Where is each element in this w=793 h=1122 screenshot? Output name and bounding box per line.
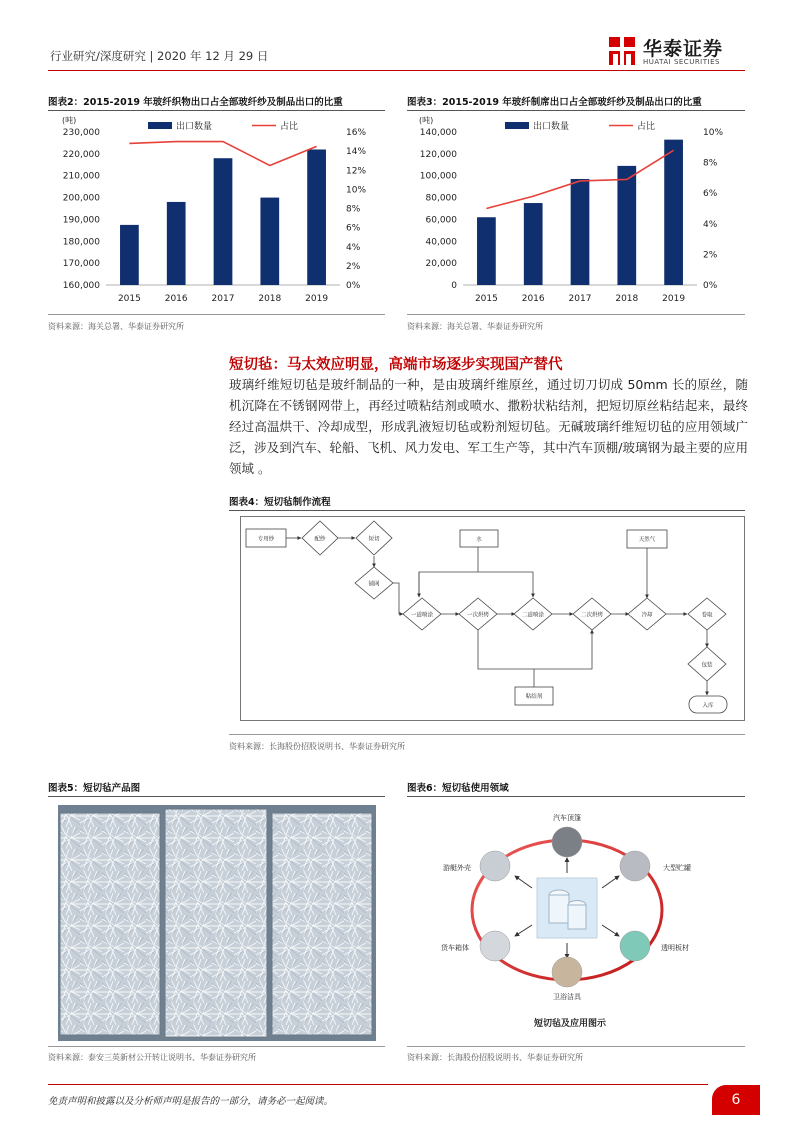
bar-export-volume <box>260 198 279 285</box>
y-tick-label: 190,000 <box>62 215 100 226</box>
figure5-top-rule <box>48 796 385 797</box>
applications-diagram <box>407 800 745 1040</box>
y2-tick-label: 2% <box>703 250 718 261</box>
app-arrow <box>515 876 532 888</box>
x-tick-label: 2019 <box>662 294 686 304</box>
app-arrow <box>602 876 619 888</box>
y2-tick-label: 16% <box>346 128 367 138</box>
chopped-mat-photo <box>58 805 376 1041</box>
x-tick-label: 2017 <box>211 294 235 304</box>
bar-export-volume <box>571 179 590 285</box>
legend-line-label: 占比 <box>280 122 299 132</box>
x-tick-label: 2018 <box>615 294 639 304</box>
app-arrow <box>602 925 619 936</box>
applications-caption: 短切毡及应用图示 <box>533 1019 607 1029</box>
figure4-title: 图表4：短切毡制作流程 <box>229 497 331 508</box>
disclaimer-text: 免责声明和披露以及分析师声明是报告的一部分，请务必一起阅读。 <box>48 1096 334 1107</box>
figure5-title: 图表5：短切毡产品图 <box>48 783 141 794</box>
x-tick-label: 2015 <box>474 294 498 304</box>
section-body: 玻璃纤维短切毡是玻纤制品的一种，是由玻璃纤维原丝，通过切刀切成 50mm 长的原丝，随机沉降在不锈钢网带上，再经过喷粘结剂或喷水、撒粉状粘结剂，把短切原丝粘结起来，最终经过高温烘干、冷却成型，形成乳液短切毡或粉剂短切毡。无碱玻璃纤维短切毡的应用领域广泛，涉及到汽车、轮船、飞机、风力发电、军工生产等，其中汽车顶棚/玻璃钢为最主要的应用领域 。 <box>229 377 748 476</box>
flow-label-spray2: 二道喷涂 <box>521 612 545 619</box>
app-icon-transparent-panel <box>620 931 650 961</box>
y-tick-label: 120,000 <box>419 149 457 160</box>
legend-bar-label: 出口数量 <box>176 122 213 132</box>
figure6-bottom-rule <box>407 1046 745 1047</box>
x-tick-label: 2016 <box>521 294 545 304</box>
flow-label-roll: 卷取 <box>701 612 713 619</box>
app-icon-storage-tank <box>620 851 650 881</box>
flow-label-gas: 天然气 <box>638 537 656 543</box>
page-number: 6 <box>712 1085 760 1115</box>
app-label-bottom: 卫浴洁具 <box>553 993 581 1001</box>
app-icon-car-roof <box>552 827 582 857</box>
chart-unit-label: (吨) <box>419 116 434 125</box>
y2-tick-label: 4% <box>703 219 718 230</box>
bar-export-volume <box>214 158 233 285</box>
figure3-title: 图表3：2015-2019 年玻纤制席出口占全部玻纤纱及制品出口的比重 <box>407 97 702 108</box>
x-tick-label: 2017 <box>568 294 592 304</box>
y2-tick-label: 12% <box>346 166 367 177</box>
y2-tick-label: 6% <box>346 223 361 234</box>
applications-diagram-svg <box>407 800 745 1040</box>
y-tick-label: 170,000 <box>62 259 100 270</box>
flow-label-water: 水 <box>476 537 482 543</box>
flow-label-store: 入库 <box>702 703 714 709</box>
legend-bar-swatch <box>148 122 172 129</box>
app-label-top: 汽车顶篷 <box>553 814 581 822</box>
y-tick-label: 40,000 <box>425 237 457 248</box>
figure6-top-rule <box>407 796 745 797</box>
flow-label-cool: 冷却 <box>641 612 653 619</box>
app-label-left: 货车箱体 <box>441 944 469 952</box>
flow-label-raw: 专用纱 <box>257 536 275 543</box>
section-heading: 短切毡：马太效应明显，高端市场逐步实现国产替代 <box>229 357 563 373</box>
flowchart-frame <box>240 516 745 721</box>
report-type-date: 行业研究/深度研究 | 2020 年 12 月 29 日 <box>50 49 269 63</box>
app-label-top-left: 游艇外壳 <box>443 864 471 872</box>
y2-tick-label: 4% <box>346 242 361 253</box>
mat-texture <box>58 805 376 1041</box>
figure2-bottom-rule <box>48 314 385 315</box>
flow-label-binder: 粘结剂 <box>525 694 543 700</box>
figure3-chart-svg <box>405 111 745 311</box>
y-tick-label: 160,000 <box>62 281 100 291</box>
footer-divider <box>48 1084 708 1085</box>
bar-export-volume <box>307 149 326 285</box>
flow-edge <box>419 572 533 597</box>
y-tick-label: 80,000 <box>425 193 457 204</box>
y2-tick-label: 2% <box>346 261 361 272</box>
flow-label-dry2: 二次烘烤 <box>580 612 604 619</box>
app-label-top-right: 大型贮罐 <box>663 864 691 872</box>
bar-export-volume <box>167 202 186 285</box>
y2-tick-label: 8% <box>346 204 361 215</box>
app-label-right: 透明板材 <box>661 944 689 952</box>
figure4-source: 资料来源：长海股份招股说明书、华泰证券研究所 <box>229 742 405 751</box>
brand-name-cn: 华泰证券 <box>643 38 724 60</box>
flow-label-dry1: 一次烘烤 <box>466 612 490 619</box>
figure2-chart-svg <box>48 111 388 311</box>
legend-bar-label: 出口数量 <box>533 122 570 132</box>
brand-name-en: HUATAI SECURITIES <box>643 58 720 66</box>
figure2-source: 资料来源：海关总署、华泰证券研究所 <box>48 322 184 331</box>
y2-tick-label: 8% <box>703 158 718 169</box>
figure4-top-rule <box>229 510 745 511</box>
app-icon-yacht-hull <box>480 851 510 881</box>
figure3-bottom-rule <box>407 314 745 315</box>
chart-unit-label: (吨) <box>62 116 77 125</box>
figure5-source: 资料来源：泰安三英新材公开转让说明书、华泰证券研究所 <box>48 1053 256 1062</box>
flowchart <box>241 517 746 722</box>
y2-tick-label: 10% <box>703 128 724 138</box>
app-icon-sanitary-ware <box>552 957 582 987</box>
huatai-logo-icon <box>605 34 639 68</box>
y-tick-label: 140,000 <box>419 128 457 138</box>
figure4-bottom-rule <box>229 734 745 735</box>
flow-edge <box>478 630 592 669</box>
legend-line-label: 占比 <box>637 122 656 132</box>
y2-tick-label: 0% <box>346 281 361 291</box>
flow-label-spray1: 一道喷涂 <box>410 612 434 619</box>
y2-tick-label: 0% <box>703 281 718 291</box>
y-tick-label: 230,000 <box>62 128 100 138</box>
header-divider <box>48 70 745 71</box>
y2-tick-label: 6% <box>703 189 718 200</box>
x-tick-label: 2019 <box>305 294 329 304</box>
y2-tick-label: 14% <box>346 147 367 158</box>
y-tick-label: 210,000 <box>62 171 100 182</box>
figure6-source: 资料来源：长海股份招股说明书、华泰证券研究所 <box>407 1053 583 1062</box>
flow-label-lay: 铺网 <box>368 581 380 588</box>
y-tick-label: 60,000 <box>425 215 457 226</box>
bar-export-volume <box>477 217 496 285</box>
y-tick-label: 200,000 <box>62 193 100 204</box>
figure5-bottom-rule <box>48 1046 385 1047</box>
y-tick-label: 220,000 <box>62 149 100 160</box>
figure3-source: 资料来源：海关总署、华泰证券研究所 <box>407 322 543 331</box>
x-tick-label: 2016 <box>164 294 188 304</box>
app-icon-truck-box <box>480 931 510 961</box>
y-tick-label: 0 <box>451 281 457 291</box>
page-header <box>48 34 745 70</box>
figure6-title: 图表6：短切毡使用领域 <box>407 783 509 794</box>
bar-export-volume <box>617 166 636 285</box>
y2-tick-label: 10% <box>346 185 367 196</box>
flow-label-mix: 配纱 <box>314 536 326 543</box>
y-tick-label: 180,000 <box>62 237 100 248</box>
x-tick-label: 2015 <box>117 294 141 304</box>
huatai-logo <box>605 34 745 68</box>
legend-bar-swatch <box>505 122 529 129</box>
bar-export-volume <box>524 203 543 285</box>
y-tick-label: 20,000 <box>425 259 457 270</box>
bar-export-volume <box>120 225 139 285</box>
bar-export-volume <box>664 140 683 285</box>
flow-label-cut: 短切 <box>368 536 380 543</box>
flow-edge <box>393 583 403 614</box>
flow-label-pack: 包装 <box>701 662 713 669</box>
figure2-title: 图表2：2015-2019 年玻纤织物出口占全部玻纤纱及制品出口的比重 <box>48 97 343 108</box>
app-arrow <box>515 925 532 936</box>
y-tick-label: 100,000 <box>419 171 457 182</box>
x-tick-label: 2018 <box>258 294 282 304</box>
